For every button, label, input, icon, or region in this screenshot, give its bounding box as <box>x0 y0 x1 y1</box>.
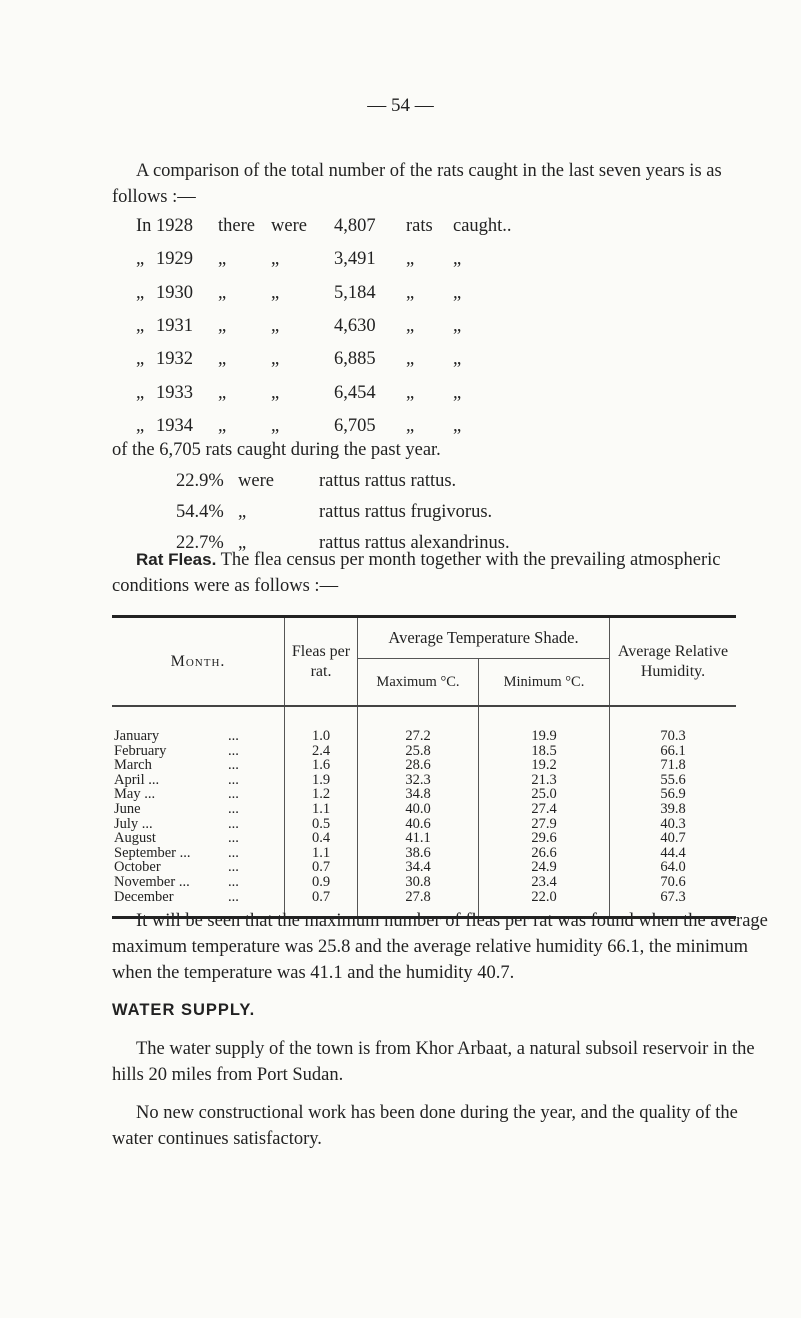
max-cell: 25.8 <box>358 744 479 759</box>
leader-dots: ... <box>228 859 239 876</box>
table-row <box>112 802 736 817</box>
rats-there: „ <box>218 382 227 403</box>
rats-were: were <box>271 216 307 236</box>
rats-prefix: In <box>136 216 152 236</box>
min-cell: 18.5 <box>479 744 610 759</box>
fleas-cell: 0.7 <box>285 890 358 905</box>
humidity-cell: 70.3 <box>610 729 737 744</box>
fleas-cell: 1.9 <box>285 773 358 788</box>
rat-fleas-text: The flea census per month together with the prevailing atmospheric conditions were as follows :— <box>112 550 721 596</box>
rats-were: „ <box>271 382 280 403</box>
rats-rats: rats <box>406 216 433 236</box>
species-name: rattus rattus rattus. <box>319 471 457 491</box>
rats-rats: „ <box>406 382 415 403</box>
leader-dots: ... <box>228 844 239 861</box>
closing-paragraph: It will be seen that the maximum number of fleas per rat was found when the average maximum temperature was 25.8 and the average relative humidity 66.1, the minimum when the temperature was 41.1 and the humidity 40.7. <box>112 911 768 983</box>
max-cell: 27.8 <box>358 890 479 905</box>
rats-were: „ <box>271 349 280 370</box>
water-supply-paragraph-1: The water supply of the town is from Khor Arbaat, a natural subsoil reservoir in the hills 20 miles from Port Sudan. <box>112 1039 755 1085</box>
max-cell: 40.0 <box>358 802 479 817</box>
rats-prefix: „ <box>136 249 145 270</box>
rats-were: „ <box>271 249 280 270</box>
min-cell: 19.2 <box>479 758 610 773</box>
max-cell: 41.1 <box>358 831 479 846</box>
humidity-cell: 70.6 <box>610 875 737 890</box>
month-cell <box>112 831 285 846</box>
humidity-cell: 40.3 <box>610 817 737 832</box>
fleas-cell: 0.5 <box>285 817 358 832</box>
rats-prefix: „ <box>136 282 145 303</box>
humidity-cell: 56.9 <box>610 787 737 802</box>
month-name: May ... <box>114 786 156 803</box>
table-row <box>112 758 736 773</box>
min-cell: 23.4 <box>479 875 610 890</box>
rats-prefix: „ <box>136 382 145 403</box>
rats-there: „ <box>218 249 227 270</box>
rats-rats: „ <box>406 349 415 370</box>
fleas-cell: 1.6 <box>285 758 358 773</box>
min-cell: 26.6 <box>479 846 610 861</box>
species-verb: „ <box>238 533 247 553</box>
table-row <box>112 846 736 861</box>
month-cell <box>112 890 285 905</box>
table-row <box>112 787 736 802</box>
month-name: October <box>114 859 161 876</box>
header-average-temperature: Average Temperature Shade. <box>358 617 610 659</box>
max-cell: 34.8 <box>358 787 479 802</box>
rats-count: 3,491 <box>334 249 376 270</box>
min-cell: 27.4 <box>479 802 610 817</box>
leader-dots: ... <box>228 873 239 890</box>
species-percent: 22.9% <box>176 471 224 491</box>
rats-were: „ <box>271 315 280 336</box>
humidity-cell: 40.7 <box>610 831 737 846</box>
min-cell: 21.3 <box>479 773 610 788</box>
rats-caught: caught.. <box>453 216 512 236</box>
rat-fleas-paragraph <box>112 547 772 599</box>
month-name: September ... <box>114 844 191 861</box>
leader-dots: ... <box>228 815 239 832</box>
water-supply-heading: WATER SUPPLY. <box>112 1001 256 1019</box>
month-cell <box>112 875 285 890</box>
fleas-cell: 1.1 <box>285 802 358 817</box>
rats-there: „ <box>218 415 227 436</box>
month-name: June <box>114 800 141 817</box>
rats-caught: „ <box>453 282 462 303</box>
fleas-cell: 1.0 <box>285 729 358 744</box>
month-cell <box>112 802 285 817</box>
leader-dots: ... <box>228 800 239 817</box>
rats-prefix: „ <box>136 349 145 370</box>
rats-year: 1933 <box>156 382 193 403</box>
header-minimum: Minimum °C. <box>479 659 610 707</box>
flea-census-table <box>112 615 736 919</box>
species-percent: 22.7% <box>176 533 224 553</box>
rats-were: „ <box>271 415 280 436</box>
rats-rats: „ <box>406 415 415 436</box>
humidity-cell: 64.0 <box>610 860 737 875</box>
humidity-cell: 39.8 <box>610 802 737 817</box>
rats-year: 1932 <box>156 349 193 370</box>
max-cell: 32.3 <box>358 773 479 788</box>
species-percent: 54.4% <box>176 502 224 522</box>
leader-dots: ... <box>228 728 239 744</box>
max-cell: 34.4 <box>358 860 479 875</box>
rats-prefix: „ <box>136 315 145 336</box>
fleas-cell: 1.2 <box>285 787 358 802</box>
min-cell: 24.9 <box>479 860 610 875</box>
rats-year: 1930 <box>156 282 193 303</box>
table-row <box>112 773 736 788</box>
rats-count: 4,630 <box>334 315 376 336</box>
leader-dots: ... <box>228 830 239 847</box>
leader-dots: ... <box>228 771 239 788</box>
rats-prefix: „ <box>136 415 145 436</box>
table-row <box>112 817 736 832</box>
species-verb: were <box>238 471 274 491</box>
month-name: April ... <box>114 771 160 788</box>
rats-year: 1934 <box>156 415 193 436</box>
species-name: rattus rattus frugivorus. <box>319 502 493 522</box>
table-row <box>112 729 736 744</box>
species-verb: „ <box>238 502 247 522</box>
table-row <box>112 875 736 890</box>
month-name: January <box>114 728 160 744</box>
intro-paragraph: A comparison of the total number of the rats caught in the last seven years is as follows :— <box>112 161 722 207</box>
month-cell <box>112 860 285 875</box>
month-name: February <box>114 742 167 759</box>
month-cell <box>112 846 285 861</box>
fleas-cell: 2.4 <box>285 744 358 759</box>
rats-count: 6,454 <box>334 382 376 403</box>
rats-rats: „ <box>406 282 415 303</box>
leader-dots: ... <box>228 757 239 774</box>
max-cell: 30.8 <box>358 875 479 890</box>
month-name: December <box>114 888 174 905</box>
rats-rats: „ <box>406 315 415 336</box>
fleas-cell: 0.4 <box>285 831 358 846</box>
leader-dots: ... <box>228 888 239 905</box>
rats-there: „ <box>218 282 227 303</box>
min-cell: 27.9 <box>479 817 610 832</box>
max-cell: 38.6 <box>358 846 479 861</box>
flea-table-body <box>112 706 736 918</box>
rats-there: „ <box>218 349 227 370</box>
header-relative-humidity: Average Relative Humidity. <box>610 617 737 707</box>
humidity-cell: 55.6 <box>610 773 737 788</box>
rats-year: 1929 <box>156 249 193 270</box>
month-name: November ... <box>114 873 190 890</box>
humidity-cell: 71.8 <box>610 758 737 773</box>
leader-dots: ... <box>228 786 239 803</box>
leader-dots: ... <box>228 742 239 759</box>
water-supply-paragraph-2: No new constructional work has been done during the year, and the quality of the water continues satisfactory. <box>112 1103 738 1149</box>
rats-count: 6,705 <box>334 415 376 436</box>
rats-caught: „ <box>453 249 462 270</box>
table-row <box>112 744 736 759</box>
fleas-cell: 0.9 <box>285 875 358 890</box>
rats-caught: „ <box>453 415 462 436</box>
rats-caught: „ <box>453 382 462 403</box>
rats-year: 1928 <box>156 216 193 236</box>
table-row <box>112 860 736 875</box>
month-name: August <box>114 830 156 847</box>
rats-count: 5,184 <box>334 282 376 303</box>
rats-caught: „ <box>453 315 462 336</box>
table-row <box>112 890 736 905</box>
max-cell: 40.6 <box>358 817 479 832</box>
species-name: rattus rattus alexandrinus. <box>319 533 510 553</box>
rats-year: 1931 <box>156 315 193 336</box>
month-cell <box>112 787 285 802</box>
rat-fleas-heading: Rat Fleas. <box>136 550 217 569</box>
rats-were: „ <box>271 282 280 303</box>
min-cell: 19.9 <box>479 729 610 744</box>
month-name: July ... <box>114 815 153 832</box>
max-cell: 28.6 <box>358 758 479 773</box>
min-cell: 22.0 <box>479 890 610 905</box>
humidity-cell: 66.1 <box>610 744 737 759</box>
rats-count: 4,807 <box>334 216 376 236</box>
header-maximum: Maximum °C. <box>358 659 479 707</box>
past-year-intro: of the 6,705 rats caught during the past year. <box>112 440 441 460</box>
rats-caught: „ <box>453 349 462 370</box>
month-cell <box>112 729 285 744</box>
fleas-cell: 0.7 <box>285 860 358 875</box>
min-cell: 25.0 <box>479 787 610 802</box>
rats-count: 6,885 <box>334 349 376 370</box>
header-fleas-per-rat: Fleas per rat. <box>285 617 358 707</box>
humidity-cell: 67.3 <box>610 890 737 905</box>
rats-rats: „ <box>406 249 415 270</box>
rats-there: „ <box>218 315 227 336</box>
month-name: March <box>114 757 152 774</box>
table-row <box>112 831 736 846</box>
month-cell <box>112 773 285 788</box>
header-month: Month. <box>112 617 285 707</box>
rats-there: there <box>218 216 255 236</box>
max-cell: 27.2 <box>358 729 479 744</box>
month-cell <box>112 758 285 773</box>
humidity-cell: 44.4 <box>610 846 737 861</box>
month-cell <box>112 744 285 759</box>
month-cell <box>112 817 285 832</box>
fleas-cell: 1.1 <box>285 846 358 861</box>
page-number: — 54 — <box>367 95 434 116</box>
min-cell: 29.6 <box>479 831 610 846</box>
